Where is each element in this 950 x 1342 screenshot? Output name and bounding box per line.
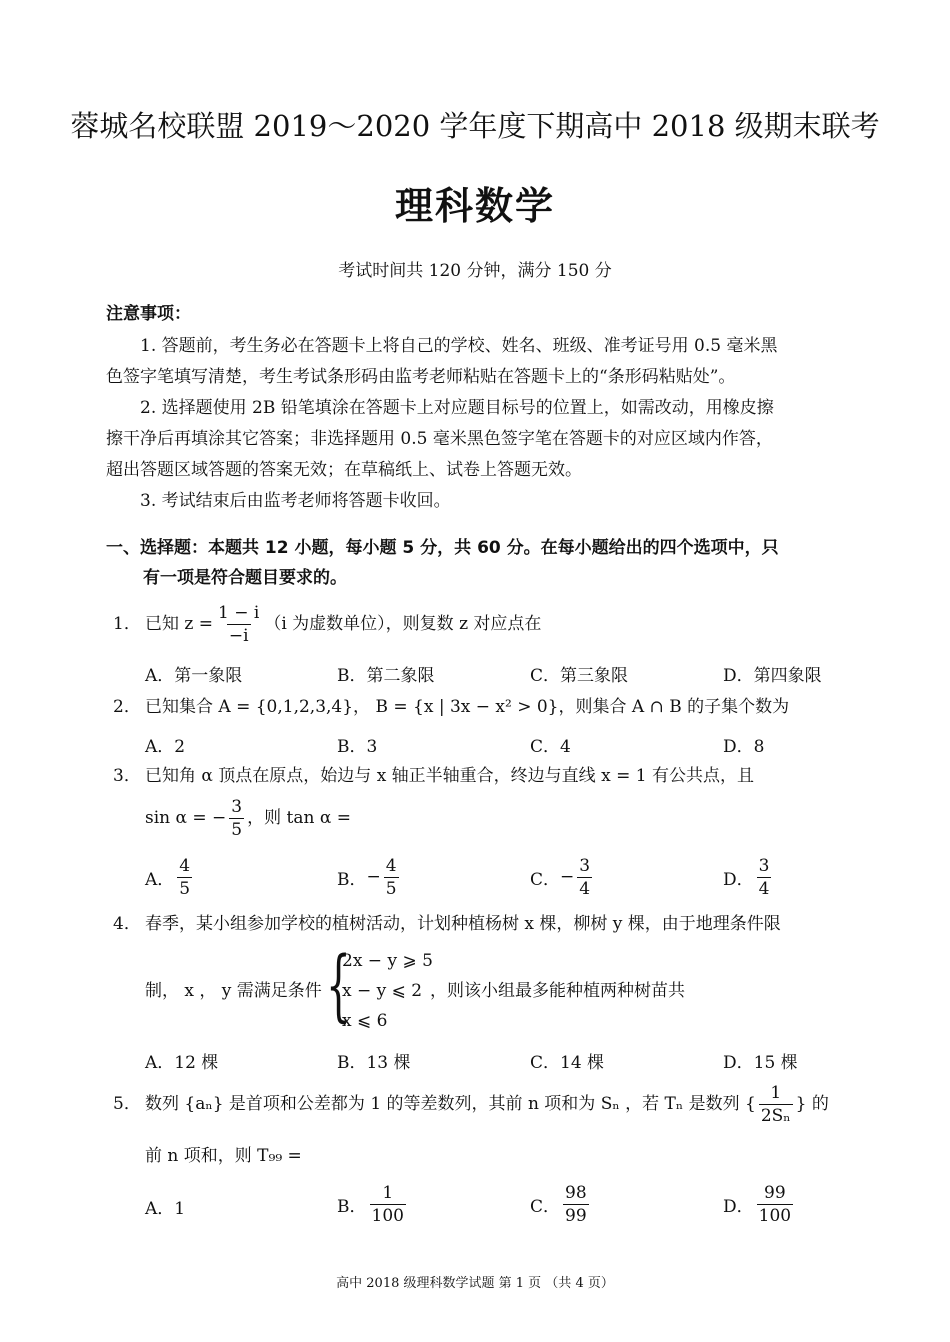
question-4-option-c[interactable]: C．14 棵: [530, 1053, 605, 1073]
option-label: D．: [723, 869, 754, 890]
question-1-fraction: [216, 602, 261, 647]
option-label: C．: [530, 869, 561, 890]
notice-item-2-line-2: 擦干净后再填涂其它答案；非选择题用 0.5 毫米黑色签字笔在答题卡的对应区域内作答，: [106, 429, 773, 449]
question-1-option-b[interactable]: B．第二象限: [337, 666, 435, 686]
fraction-numerator: 1: [382, 1182, 394, 1203]
question-5-line-1: [145, 1081, 829, 1127]
condition-1: 2x − y ⩾ 5: [342, 951, 433, 971]
question-2-option-c[interactable]: C．4: [530, 737, 571, 757]
question-3-option-d[interactable]: [723, 854, 774, 900]
fraction-denominator: 100: [758, 1205, 792, 1226]
fraction-denominator: 5: [179, 878, 191, 899]
question-1-stem: [145, 601, 541, 647]
sin-alpha-post: ，则 tan α =: [247, 808, 351, 828]
option-fraction: [384, 855, 399, 900]
question-5-line-1-pre: 数列 {aₙ} 是首项和公差都为 1 的等差数列，其前 n 项和为 Sₙ ，若 Tₙ 是数列 {: [145, 1094, 756, 1114]
page-footer: 高中 2018 级理科数学试题 第 1 页 （共 4 页）: [336, 1276, 614, 1291]
question-2-stem: 已知集合 A = {0,1,2,3,4}， B = {x | 3x − x² > 0}，则集合 A ∩ B 的子集个数为: [145, 697, 790, 717]
question-3-number: 3．: [113, 766, 141, 786]
question-4-number: 4．: [113, 914, 141, 934]
condition-3: x ⩽ 6: [342, 1011, 388, 1031]
fraction-numerator: 1 − i: [218, 602, 260, 623]
condition-2: x − y ⩽ 2: [342, 981, 423, 1001]
notice-item-3: 3. 考试结束后由监考老师将答题卡收回。: [140, 491, 451, 511]
notice-heading: 注意事项：: [106, 304, 191, 324]
question-3-option-b[interactable]: [337, 854, 402, 900]
notice-item-2-line-3: 超出答题区域答题的答案无效；在草稿纸上、试卷上答题无效。: [106, 460, 582, 480]
fraction-denominator: 5: [385, 878, 397, 899]
fraction-numerator: 4: [385, 855, 397, 876]
notice-item-2-line-1: 2. 选择题使用 2B 铅笔填涂在答题卡上对应题目标号的位置上，如需改动，用橡皮擦: [140, 398, 774, 418]
question-1-option-a[interactable]: A．第一象限: [145, 666, 243, 686]
question-1-number: 1．: [113, 614, 141, 634]
question-3-line-1: 已知角 α 顶点在原点，始边与 x 轴正半轴重合，终边与直线 x = 1 有公共点，且: [145, 766, 754, 786]
question-4-post: ，则该小组最多能种植两种树苗共: [430, 981, 685, 1001]
notice-item-1-line-1: 1. 答题前，考生务必在答题卡上将自己的学校、姓名、班级、准考证号用 0.5 毫米黑: [140, 336, 778, 356]
exam-title: 蓉城名校联盟 2019～2020 学年度下期高中 2018 级期末联考: [70, 109, 880, 143]
section-1-heading-line-1: 一、选择题：本题共 12 小题，每小题 5 分，共 60 分。在每小题给出的四个选项中，只: [106, 538, 779, 558]
fraction-denominator: 4: [758, 878, 770, 899]
fraction-numerator: 3: [231, 796, 243, 817]
question-3-line-2: [145, 795, 351, 841]
question-1-post: （i 为虚数单位），则复数 z 对应点在: [264, 614, 542, 634]
section-1-heading-line-2: 有一项是符合题目要求的。: [143, 568, 347, 588]
question-5-option-c[interactable]: [530, 1181, 592, 1227]
option-fraction: [757, 855, 772, 900]
fraction-numerator: 3: [758, 855, 770, 876]
sin-alpha-pre: sin α = −: [145, 808, 227, 828]
fraction-denominator: 99: [565, 1205, 587, 1226]
fraction-numerator: 1: [770, 1082, 782, 1103]
subject-title: 理科数学: [394, 184, 555, 228]
question-4-option-a[interactable]: A．12 棵: [145, 1053, 219, 1073]
option-fraction: [370, 1182, 406, 1227]
fraction-numerator: 99: [764, 1182, 786, 1203]
option-sign: −: [366, 867, 381, 887]
question-5-line-1-post: } 的: [795, 1094, 829, 1114]
option-fraction: [577, 855, 592, 900]
question-2-option-a[interactable]: A．2: [145, 737, 186, 757]
fraction-denominator: 4: [579, 878, 591, 899]
question-1-option-d[interactable]: D．第四象限: [723, 666, 822, 686]
option-label: B．: [337, 1196, 367, 1217]
exam-time-info: 考试时间共 120 分钟，满分 150 分: [338, 261, 612, 281]
option-label: A．: [145, 869, 175, 890]
question-5-option-a[interactable]: A．1: [145, 1199, 186, 1219]
question-5-fraction: [759, 1082, 793, 1127]
fraction-denominator: 2Sₙ: [760, 1105, 791, 1126]
option-fraction: [563, 1182, 589, 1227]
option-label: C．: [530, 1196, 561, 1217]
fraction-numerator: 4: [179, 855, 191, 876]
option-fraction: [757, 1182, 793, 1227]
fraction-denominator: 5: [231, 819, 243, 840]
fraction-numerator: 3: [579, 855, 591, 876]
question-2-number: 2．: [113, 697, 141, 717]
fraction-numerator: 98: [565, 1182, 587, 1203]
question-5-option-b[interactable]: [337, 1181, 409, 1227]
question-2-option-b[interactable]: B．3: [337, 737, 378, 757]
question-3-option-a[interactable]: [145, 854, 195, 900]
option-label: D．: [723, 1196, 754, 1217]
question-2-option-d[interactable]: D．8: [723, 737, 765, 757]
question-4-pre: 制， x ， y 需满足条件: [145, 981, 322, 1001]
question-1-option-c[interactable]: C．第三象限: [530, 666, 629, 686]
option-fraction: [177, 855, 192, 900]
question-5-line-2: 前 n 项和，则 T₉₉ =: [145, 1146, 302, 1166]
question-3-option-c[interactable]: [530, 854, 595, 900]
question-1-pre: 已知 z =: [145, 614, 214, 634]
system-brace: {: [326, 941, 351, 1031]
option-label: B．: [337, 869, 367, 890]
question-4-option-d[interactable]: D．15 棵: [723, 1053, 798, 1073]
fraction-denominator: 100: [371, 1205, 404, 1226]
notice-item-1-line-2: 色签字笔填写清楚，考生考试条形码由监考老师粘贴在答题卡上的“条形码粘贴处”。: [106, 367, 736, 387]
question-4-line-1: 春季，某小组参加学校的植树活动，计划种植杨树 x 棵，柳树 y 棵，由于地理条件限: [145, 914, 781, 934]
sin-alpha-fraction: [229, 796, 244, 841]
question-4-option-b[interactable]: B．13 棵: [337, 1053, 411, 1073]
question-5-number: 5．: [113, 1094, 141, 1114]
option-sign: −: [560, 867, 575, 887]
question-5-option-d[interactable]: [723, 1181, 796, 1227]
fraction-denominator: −i: [228, 625, 249, 646]
